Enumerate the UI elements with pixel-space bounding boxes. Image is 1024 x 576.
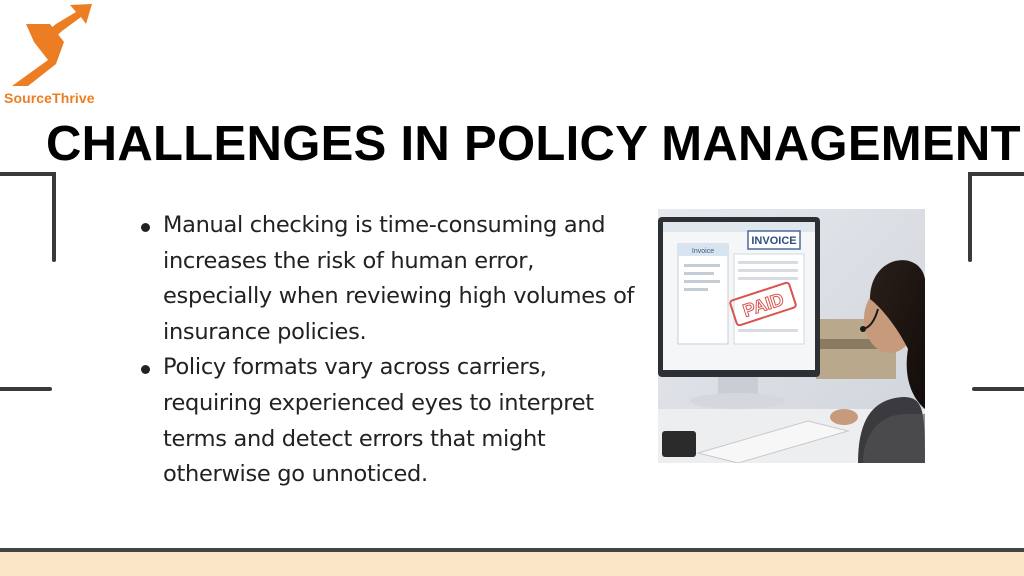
bullet-item: Manual checking is time-consuming and increases the risk of human error, especially when reviewing high volumes of insurance policies. <box>136 208 636 350</box>
invoice-tab-text: Invoice <box>691 248 715 255</box>
page-title: CHALLENGES IN POLICY MANAGEMENT <box>46 117 1021 171</box>
paid-stamp-text: PAID <box>740 289 787 321</box>
bullet-list <box>136 208 636 493</box>
brand-arrow-s-icon <box>4 2 96 92</box>
right-bracket-decoration <box>964 172 1024 394</box>
office-invoice-photo <box>658 209 925 463</box>
brand-name: SourceThrive <box>4 90 95 106</box>
footer-band <box>0 552 1024 576</box>
left-bracket-decoration <box>0 172 60 394</box>
invoice-heading-text: INVOICE <box>751 235 797 247</box>
brand-logo <box>4 2 104 106</box>
bullet-item: Policy formats vary across carriers, requiring experienced eyes to interpret terms and detect errors that might otherwise go unnoticed. <box>136 350 636 492</box>
